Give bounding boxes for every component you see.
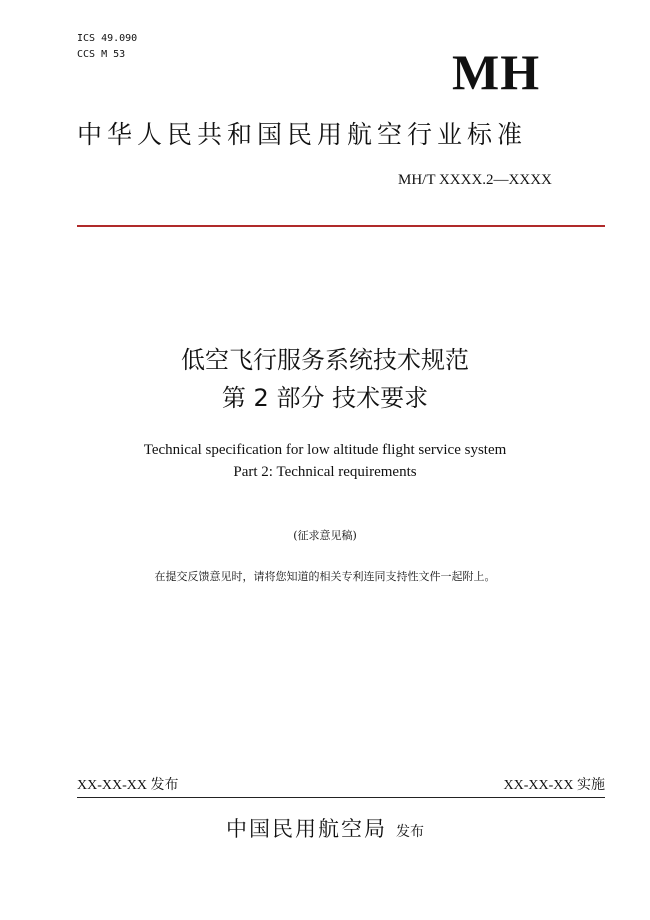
patent-notice: 在提交反馈意见时，请将您知道的相关专利连同支持性文件一起附上。 <box>154 570 496 583</box>
issue-label: 发布 <box>150 777 179 793</box>
org-title: 中华人民共和国民用航空行业标准 <box>77 120 528 149</box>
standard-number: MH/T XXXX.2—XXXX <box>398 172 552 188</box>
title-en-line2: Part 2: Technical requirements <box>233 464 417 480</box>
footer-divider <box>77 797 605 798</box>
publisher <box>0 814 650 847</box>
implement-label: 实施 <box>577 777 605 793</box>
publisher-name: 中国民用航空局 <box>225 817 387 841</box>
issue-date: XX-XX-XX <box>77 778 147 793</box>
classification-codes <box>77 31 137 63</box>
implement-date-block <box>504 775 606 796</box>
header-divider <box>77 225 605 227</box>
title-en-line1: Technical specification for low altitude flight service system <box>143 442 507 458</box>
mh-logo: MH <box>452 44 541 100</box>
title-cn-line1: 低空飞行服务系统技术规范 <box>181 346 469 374</box>
draft-label: (征求意见稿) <box>293 529 357 542</box>
publisher-suffix: 发布 <box>396 824 425 840</box>
ccs-code: CCS M 53 <box>77 49 126 60</box>
implement-date: XX-XX-XX <box>503 778 574 793</box>
title-cn-line2: 第 2 部分 技术要求 <box>221 384 429 412</box>
issue-date-block <box>77 775 179 796</box>
ics-code: ICS 49.090 <box>77 33 138 44</box>
